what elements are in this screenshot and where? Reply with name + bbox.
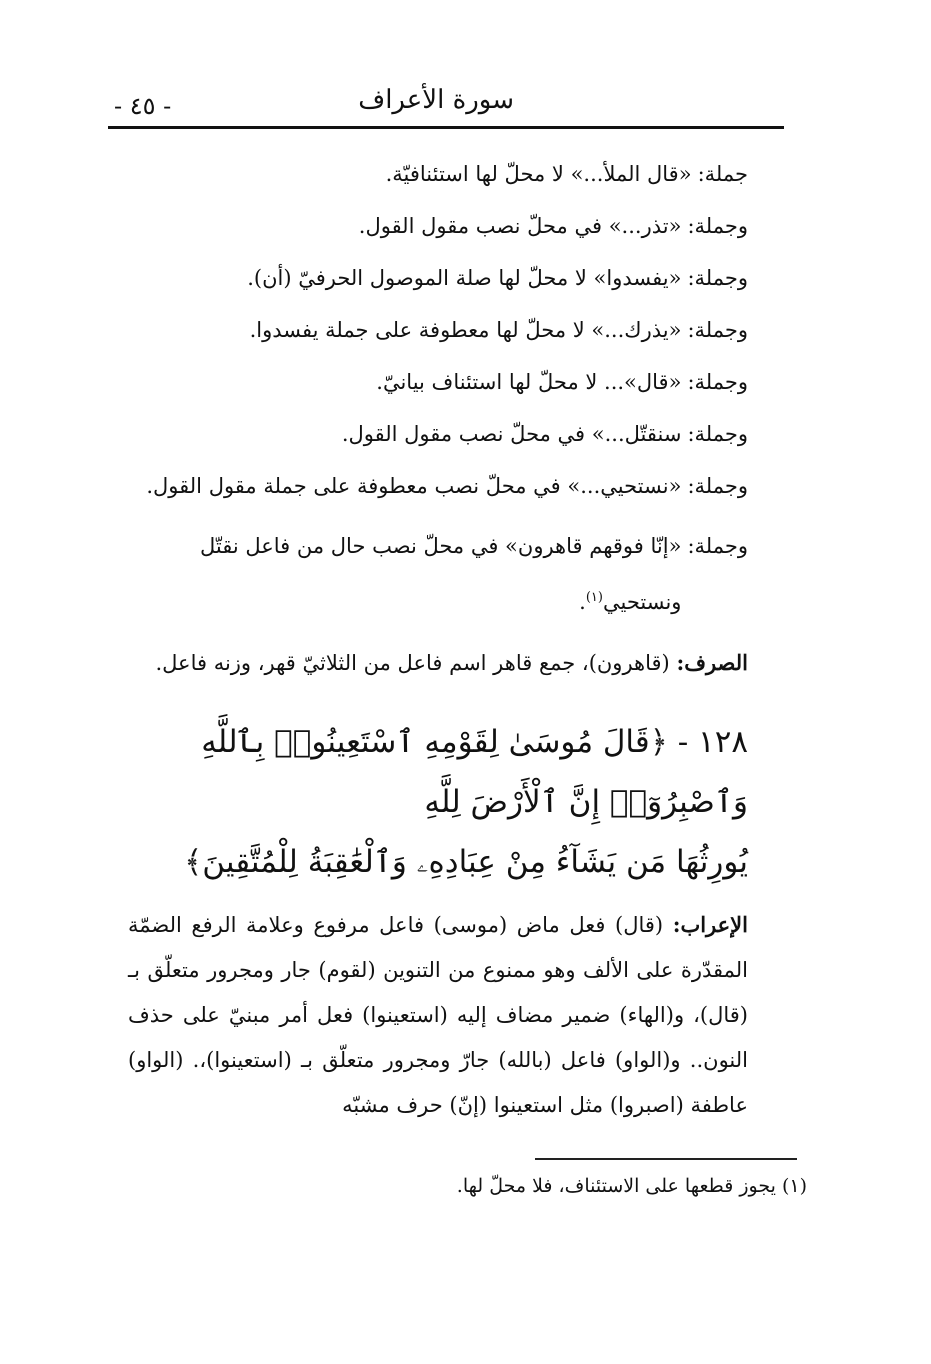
jumla-label: وجملة: xyxy=(687,474,748,498)
jumla-label: وجملة: xyxy=(687,266,748,290)
jumla-label: وجملة: xyxy=(687,214,748,238)
jumla-text: «تذر...» في محلّ نصب مقول القول. xyxy=(358,214,682,238)
jumla-label: وجملة: xyxy=(687,422,748,446)
jumla-row xyxy=(128,520,748,628)
jumla-row xyxy=(128,148,748,200)
footnote-rule xyxy=(535,1158,797,1160)
jumla-row xyxy=(128,304,748,356)
irab-heading: الإعراب: xyxy=(672,912,748,937)
jumla-row xyxy=(128,460,748,512)
irab-text: (قال) فعل ماض (موسى) فاعل مرفوع وعلامة الرفع الضمّة المقدّرة على الألف وهو ممنوع من التنوين (لقوم) جار ومجرور متعلّق بـ (قال)، و(الهاء) ضمير مضاف إليه (استعينوا) فعل أمر مبنيّ على حذف النون.. و(الواو) فاعل (بالله) جارّ ومجرور متعلّق بـ (استعينوا)،. (الواو) عاطفة (اصبروا) مثل استعينوا (إنّ) حرف مشبّه xyxy=(128,913,748,1117)
sarf-heading: الصرف: xyxy=(676,650,748,675)
jumla-tail: . xyxy=(579,590,586,614)
surah-title: سورة الأعراف xyxy=(358,85,514,115)
jumla-label: وجملة: xyxy=(687,370,748,394)
footnote-ref: (١) xyxy=(585,590,603,605)
sarf-paragraph xyxy=(128,636,748,690)
irab-paragraph xyxy=(128,902,748,1128)
sarf-text: (قاهرون)، جمع قاهر اسم فاعل من الثلاثيّ قهر، وزنه فاعل. xyxy=(155,651,670,675)
jumla-text: «قال»... لا محلّ لها استئناف بيانيّ. xyxy=(376,370,682,394)
verse-block xyxy=(128,712,748,892)
page-body xyxy=(128,148,748,1128)
jumla-label: وجملة: xyxy=(687,534,748,558)
page-number: - ٤٥ - xyxy=(114,92,172,120)
jumla-row xyxy=(128,252,748,304)
verse-line-2: يُورِثُهَا مَن يَشَآءُ مِنْ عِبَادِهِۦ وَٱلْعَٰقِبَةُ لِلْمُتَّقِينَ﴾ xyxy=(184,844,748,880)
header-rule xyxy=(108,126,784,129)
jumla-text: «قال الملأ...» لا محلّ لها استئنافيّة. xyxy=(385,162,692,186)
jumla-text: «نستحيي...» في محلّ نصب معطوفة على جملة مقول القول. xyxy=(146,474,682,498)
jumla-text: «إنّا فوقهم قاهرون» في محلّ نصب حال من فاعل نقتّل ونستحيي xyxy=(199,534,682,614)
verse-line-1: ١٢٨ - ﴿قَالَ مُوسَىٰ لِقَوْمِهِ ٱسْتَعِينُوا۟ بِٱللَّهِ وَٱصْبِرُوٓا۟ إِنَّ ٱلْأَرْضَ لِلَّهِ xyxy=(201,724,748,820)
footnote: (١) يجوز قطعها على الاستئناف، فلا محلّ لها. xyxy=(456,1175,807,1197)
jumla-text: سنقتّل...» في محلّ نصب مقول القول. xyxy=(341,422,682,446)
jumla-row xyxy=(128,200,748,252)
jumla-text: «يذرك...» لا محلّ لها معطوفة على جملة يفسدوا. xyxy=(249,318,682,342)
jumla-row xyxy=(128,356,748,408)
jumla-label: وجملة: xyxy=(687,318,748,342)
jumla-row xyxy=(128,408,748,460)
page-header xyxy=(108,80,784,126)
jumla-text: «يفسدوا» لا محلّ لها صلة الموصول الحرفيّ (أن). xyxy=(247,266,682,290)
jumla-label: جملة: xyxy=(697,162,748,186)
